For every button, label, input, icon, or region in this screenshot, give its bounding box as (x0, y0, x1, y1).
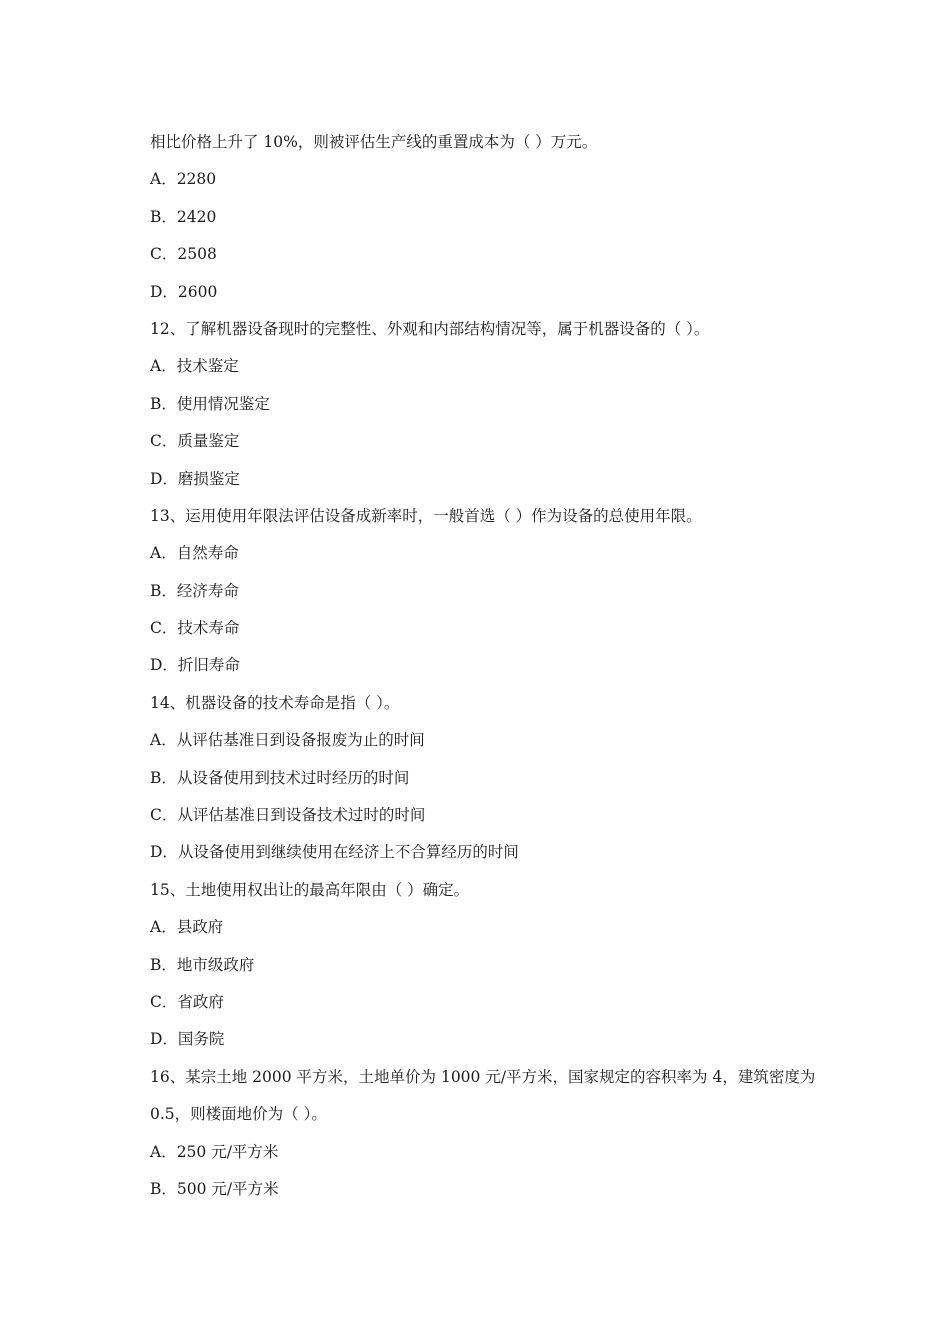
option-11-c: C．2508 (150, 245, 217, 264)
option-12-d: D．磨损鉴定 (150, 469, 240, 488)
option-15-a: A．县政府 (150, 918, 224, 937)
option-11-d: D．2600 (150, 282, 218, 301)
option-12-b: B．使用情况鉴定 (150, 394, 270, 413)
option-14-a: A．从评估基准日到设备报废为止的时间 (150, 731, 425, 750)
question-12: 12、了解机器设备现时的完整性、外观和内部结构情况等，属于机器设备的（ ）。 (150, 319, 710, 338)
option-14-b: B．从设备使用到技术过时经历的时间 (150, 768, 410, 787)
option-13-c: C．技术寿命 (150, 619, 240, 638)
option-14-d: D．从设备使用到继续使用在经济上不合算经历的时间 (150, 843, 519, 862)
option-16-b: B．500 元/平方米 (150, 1179, 279, 1198)
option-13-d: D．折旧寿命 (150, 656, 240, 675)
question-15: 15、土地使用权出让的最高年限由（ ）确定。 (150, 880, 470, 899)
question-11-continuation: 相比价格上升了 10%，则被评估生产线的重置成本为（ ）万元。 (150, 133, 598, 151)
option-15-b: B．地市级政府 (150, 955, 255, 974)
option-11-b: B．2420 (150, 207, 217, 226)
question-16-line-2: 0.5，则楼面地价为（ ）。 (150, 1105, 327, 1124)
option-13-a: A．自然寿命 (150, 544, 239, 563)
question-13: 13、运用使用年限法评估设备成新率时，一般首选（ ）作为设备的总使用年限。 (150, 506, 702, 525)
question-16-line-1: 16、某宗土地 2000 平方米，土地单价为 1000 元/平方米，国家规定的容积率为 4，建筑密度为 (150, 1067, 816, 1086)
option-15-d: D．国务院 (150, 1030, 225, 1049)
option-13-b: B．经济寿命 (150, 581, 239, 600)
document-body (150, 124, 850, 1208)
option-12-c: C．质量鉴定 (150, 432, 240, 451)
question-14: 14、机器设备的技术寿命是指（ ）。 (150, 693, 400, 712)
option-11-a: A．2280 (150, 170, 217, 189)
option-16-a: A．250 元/平方米 (150, 1142, 279, 1161)
option-12-a: A．技术鉴定 (150, 357, 239, 376)
option-14-c: C．从评估基准日到设备技术过时的时间 (150, 806, 426, 825)
option-15-c: C．省政府 (150, 992, 224, 1011)
